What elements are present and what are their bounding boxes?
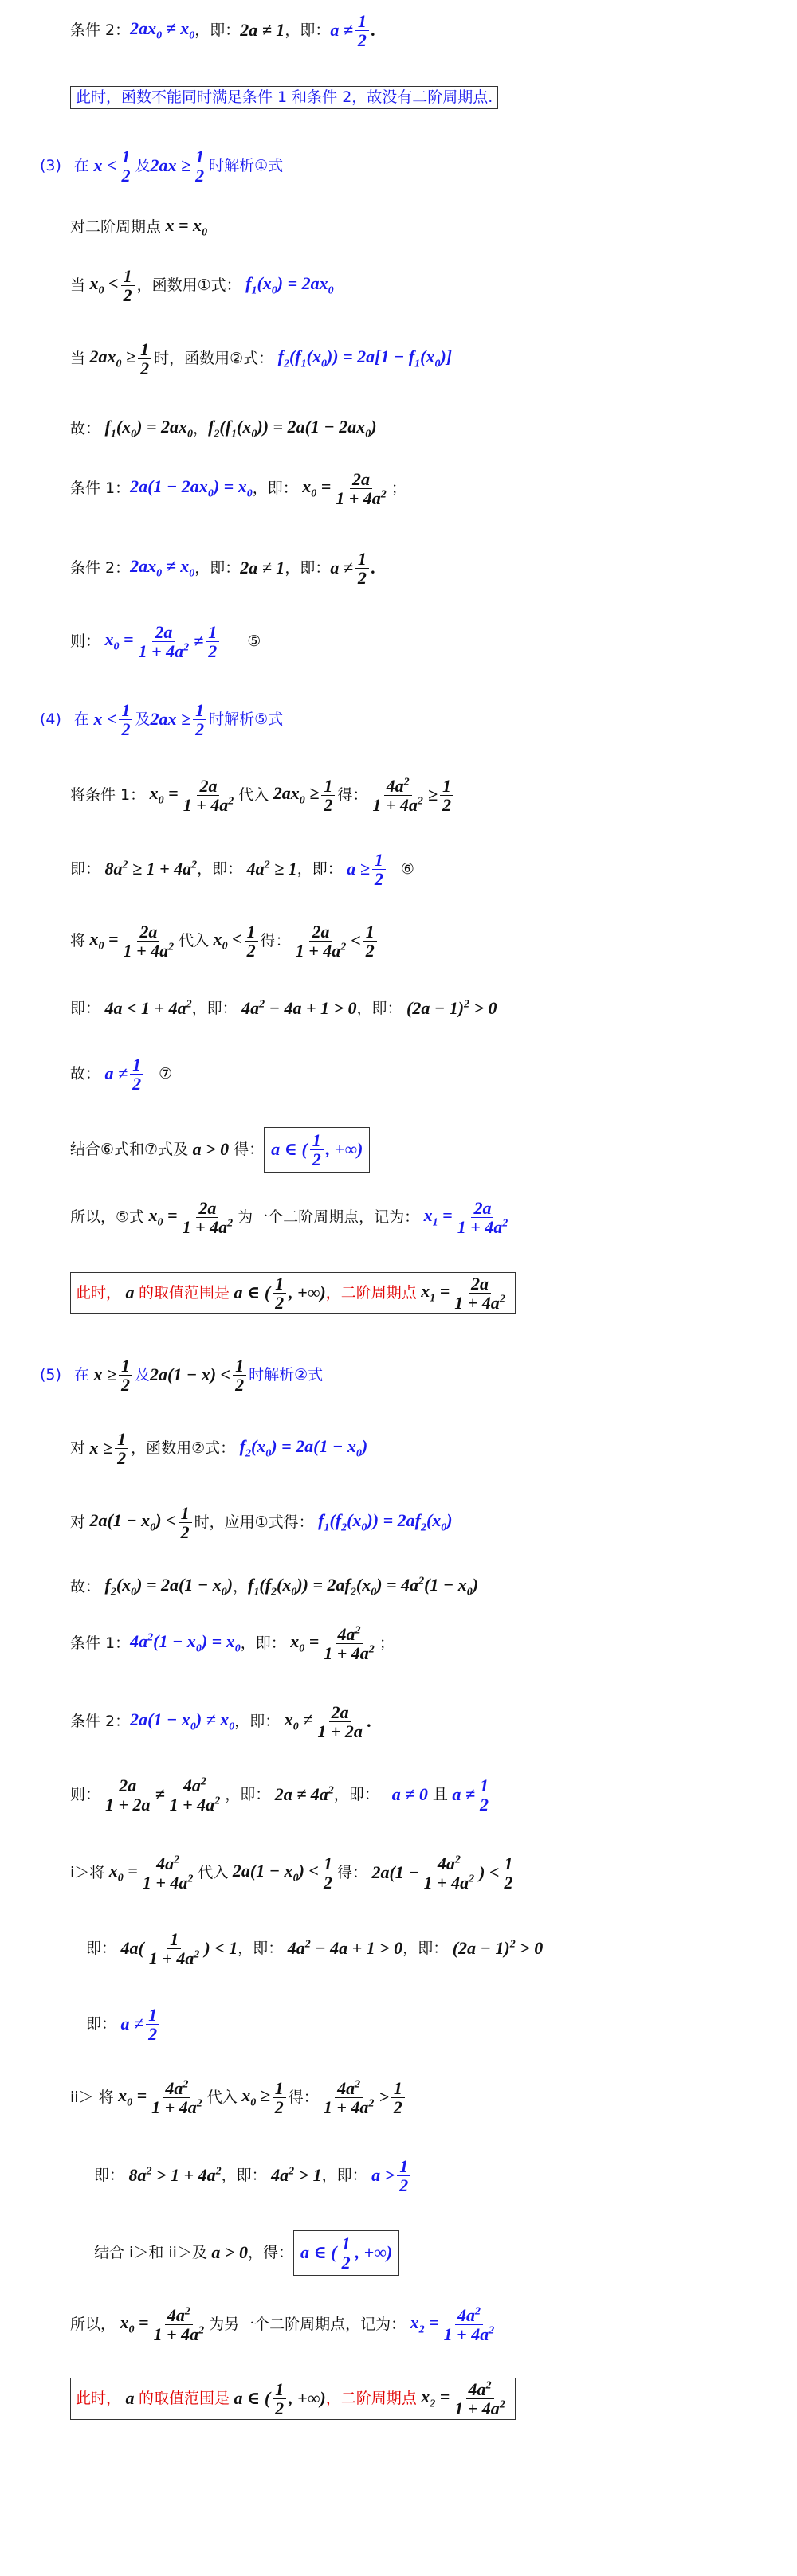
sec5-line-case-ii-result: 即： $8a^2 > 1 + 4a^2$ ，即： $4a^2 > 1$ ，即： a > $\frac{1}{2}$ xyxy=(94,2157,413,2194)
sec4-line-result: 所以，⑤式 $x_0$ = $\frac{2a}{1 + 4a^2}$ 为一个二阶周期点，记为： $x_1$ = $\frac{2a}{1 + 4a^2}$ xyxy=(70,1198,508,1238)
conclusion-no-period: 此时，函数不能同时满足条件 1 和条件 2，故没有二阶周期点. xyxy=(70,86,498,109)
sec5-line-combine: 结合 i＞和 ii＞及 a > 0 ，得： a ∈ ( $\frac{1}{2}$ , +∞) xyxy=(94,2230,399,2276)
section-3-heading: (3) 在 x < $\frac{1}{2}$ 及 2ax ≥ $\frac{1}{2}$ 时解析①式 xyxy=(40,147,284,186)
sec4-line-square: 即： $4a < 1 + 4a^2$ ，即： $4a^2 - 4a + 1 > 0$ ，即： $(2a - 1)^2 > 0$ xyxy=(70,998,497,1018)
sec3-line-case1: 当 $x_0$ < $\frac{1}{2}$ ，函数用①式： $f_1(x_0) = 2ax_0$ xyxy=(70,266,334,306)
sec3-line-therefore: 故： $f_1(x_0) = 2ax_0$ ， $f_2(f_1(x_0)) = 2a(1 - 2ax_0)$ xyxy=(70,417,377,440)
sec5-line-case-ii: ii＞ 将 $x_0$ = $\frac{4a^2}{1 + 4a^2}$ 代入 $x_0$ ≥ $\frac{1}{2}$ 得： $\frac{4a^2}{1 + 4a^2}$ > $\frac{1}{2}$ xyxy=(70,2079,407,2116)
sec5-line-result: 所以， $x_0$ = $\frac{4a^2}{1 + 4a^2}$ 为另一个二阶周期点，记为： $x_2$ = $\frac{4a^2}{1 + 4a^2}$ xyxy=(70,2305,495,2345)
sec4-line-ineq6: 即： $8a^2 \ge 1 + 4a^2$ ，即： $4a^2 \ge 1$ ，即： a ≥ $\frac{1}{2}$ ⑥ xyxy=(70,850,414,890)
sec5-line-then: 则： $\frac{2a}{1 + 2a}$ ≠ $\frac{4a^2}{1 + 4a^2}$ ，即： $2a \ne 4a^2$ ，即： a ≠ 0 且 a ≠ $\frac{1}{2}$ xyxy=(70,1776,493,1814)
section-5-heading: (5) 在 x ≥ $\frac{1}{2}$ 及 2a(1 − x) < $\frac{1}{2}$ 时解析②式 xyxy=(40,1356,324,1396)
conclusion-x2: 此时， a 的取值范围是 a ∈ ( $\frac{1}{2}$ , +∞) ，二阶周期点 $x_2$ = $\frac{4a^2}{1 + 4a^2}$ xyxy=(70,2378,516,2420)
conclusion-x1: 此时， a 的取值范围是 a ∈ ( $\frac{1}{2}$ , +∞) ，二阶周期点 $x_1$ = $\frac{2a}{1 + 4a^2}$ xyxy=(70,1272,516,1314)
sec5-line-case1: 对 x ≥ $\frac{1}{2}$ ，函数用②式： $f_2(x_0) = 2a(1 - x_0)$ xyxy=(70,1429,368,1469)
sec5-line-case-i-simplify: 即： 4a( $\frac{1}{1 + 4a^2}$ ) < 1 ，即： $4a^2 - 4a + 1 > 0$ ，即： $(2a - 1)^2 > 0$ xyxy=(86,1929,544,1969)
sec5-line-cond2: 条件 2： $2a(1 - x_0) \ne x_0$ ，即： $x_0$ ≠ $\frac{2a}{1 + 2a}$ . xyxy=(70,1702,372,1742)
sec5-line-cond1: 条件 1： $4a^2(1 - x_0) = x_0$ ，即： $x_0$ = $\frac{4a^2}{1 + 4a^2}$ ； xyxy=(70,1624,395,1664)
sec3-line-periodic-point: 对二阶周期点 $x = x_0$ xyxy=(70,215,208,239)
sec5-line-therefore: 故： $f_2(x_0) = 2a(1 - x_0)$ ， $f_1(f_2(x_0)) = 2af_2(x_0) = 4a^2(1 - x_0)$ xyxy=(70,1575,479,1599)
section-4-heading: (4) 在 x < $\frac{1}{2}$ 及 2ax ≥ $\frac{1}{2}$ 时解析⑤式 xyxy=(40,700,284,740)
sec3-line-cond1: 条件 1： $2a(1 - 2ax_0) = x_0$ ，即： $x_0$ = $\frac{2a}{1 + 4a^2}$ ； xyxy=(70,469,406,509)
sec4-line-combine: 结合⑥式和⑦式及 a > 0 得： a ∈ ( $\frac{1}{2}$ , +∞) xyxy=(70,1127,370,1173)
condition2-top: 条件 2： $2ax_0 \ne x_0$ ，即： 2a ≠ 1 ，即： a ≠ $\frac{1}{2}$ . xyxy=(70,11,376,51)
sec4-line-substitute2: 将 $x_0$ = $\frac{2a}{1 + 4a^2}$ 代入 $x_0$ < $\frac{1}{2}$ 得： $\frac{2a}{1 + 4a^2}$ < $\frac{1}{2}$ xyxy=(70,922,379,960)
sec3-line-cond2: 条件 2： $2ax_0 \ne x_0$ ，即： 2a ≠ 1 ，即： a ≠ $\frac{1}{2}$ . xyxy=(70,549,376,589)
sec5-line-case2: 对 $2a(1 - x_0)$ < $\frac{1}{2}$ 时，应用①式得： $f_1(f_2(x_0)) = 2af_2(x_0)$ xyxy=(70,1503,453,1543)
sec4-line-ineq7: 故： a ≠ $\frac{1}{2}$ ⑦ xyxy=(70,1055,173,1094)
sec3-line-then: 则： $x_0$ = $\frac{2a}{1 + 4a^2}$ ≠ $\frac{1}{2}$ ⑤ xyxy=(70,622,261,662)
sec5-line-case-i-result: 即： a ≠ $\frac{1}{2}$ xyxy=(86,2006,162,2043)
sec4-line-substitute1: 将条件 1： $x_0$ = $\frac{2a}{1 + 4a^2}$ 代入 $2ax_0$ ≥ $\frac{1}{2}$ 得： $\frac{4a^2}{1 + 4a^2}$ ≥ $\frac{1}{2}$ xyxy=(70,777,456,814)
sec3-line-case2: 当 $2ax_0$ ≥ $\frac{1}{2}$ 时，函数用②式： $f_2(f_1(x_0)) = 2a[1 - f_1(x_0)]$ xyxy=(70,339,453,379)
sec5-line-case-i: i＞将 $x_0$ = $\frac{4a^2}{1 + 4a^2}$ 代入 $2a(1 - x_0)$ < $\frac{1}{2}$ 得： 2a(1 − $\frac{4a^2}{1 + 4a^2}$ ) < $\frac{1}{2}$ xyxy=(70,1854,518,1892)
